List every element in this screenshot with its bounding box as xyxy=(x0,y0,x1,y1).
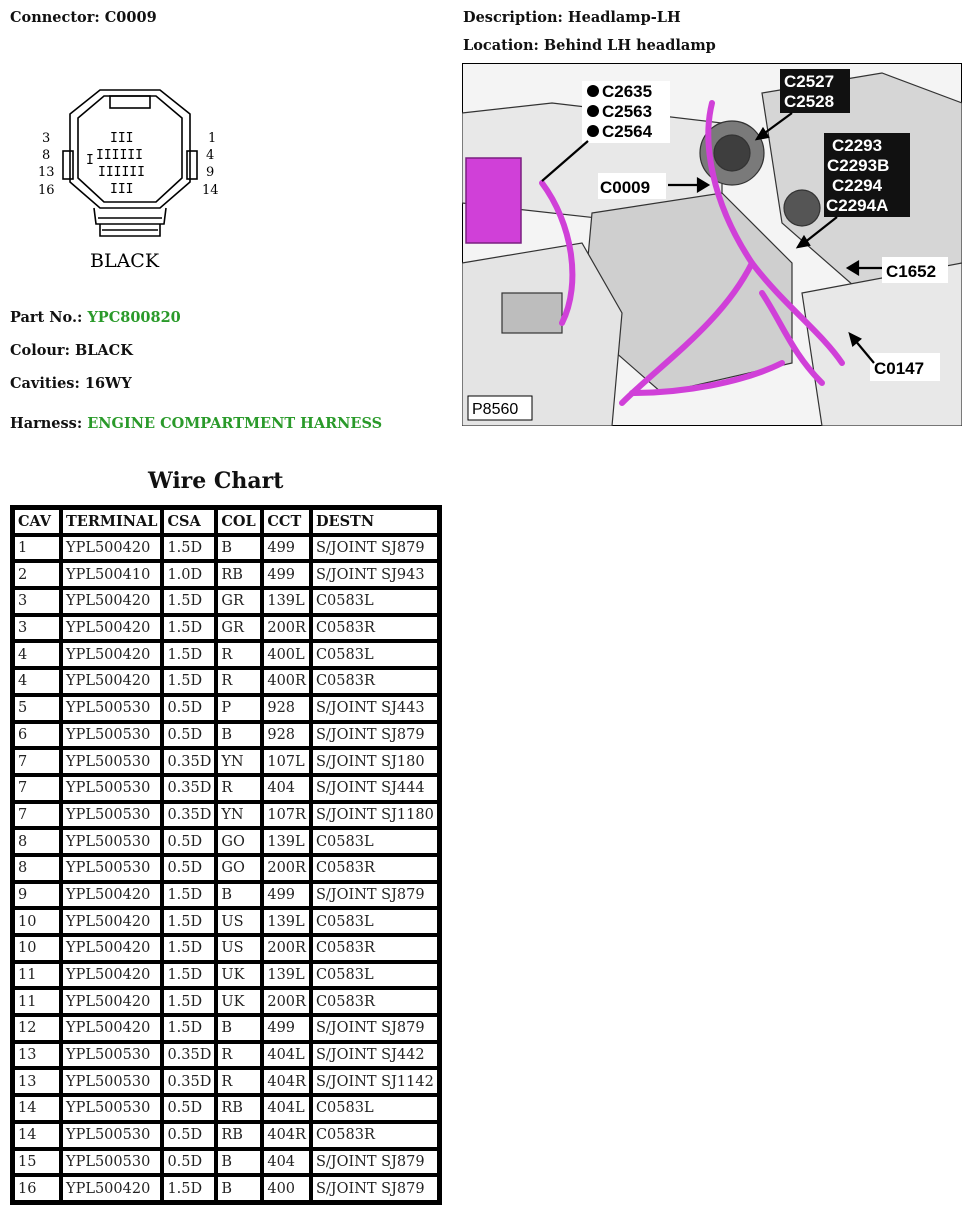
callout-c2294a: C2294A xyxy=(826,196,889,215)
table-row xyxy=(13,1175,439,1202)
location: Location: Behind LH headlamp xyxy=(463,37,716,54)
table-cell: US xyxy=(216,908,262,935)
table-cell: C0583R xyxy=(311,855,439,882)
header-cct: CCT xyxy=(262,508,311,535)
harness-box xyxy=(466,158,521,243)
table-cell: 404 xyxy=(262,1149,311,1176)
table-cell: RB xyxy=(216,1095,262,1122)
table-cell: 0.5D xyxy=(162,855,216,882)
table-cell: 139L xyxy=(262,962,311,989)
table-cell: YPL500420 xyxy=(61,962,162,989)
table-row xyxy=(13,828,439,855)
table-cell: YPL500530 xyxy=(61,828,162,855)
table-cell: S/JOINT SJ879 xyxy=(311,1015,439,1042)
table-cell: 11 xyxy=(13,962,61,989)
callout-c2635: C2635 xyxy=(602,82,653,101)
table-cell: 0.5D xyxy=(162,695,216,722)
table-cell: 4 xyxy=(13,641,61,668)
table-cell: 499 xyxy=(262,561,311,588)
table-cell: 0.35D xyxy=(162,1042,216,1069)
pin-number-right: 1 xyxy=(208,131,217,146)
table-cell: R xyxy=(216,1068,262,1095)
table-cell: YPL500410 xyxy=(61,561,162,588)
wire-chart-title: Wire Chart xyxy=(148,468,284,494)
cavities: Cavities: 16WY xyxy=(10,375,132,392)
table-cell: B xyxy=(216,1175,262,1202)
table-cell: S/JOINT SJ442 xyxy=(311,1042,439,1069)
table-row xyxy=(13,855,439,882)
table-row xyxy=(13,908,439,935)
table-cell: YPL500530 xyxy=(61,855,162,882)
diagram-reference: P8560 xyxy=(472,401,519,418)
table-cell: 1 xyxy=(13,535,61,562)
table-cell: C0583L xyxy=(311,1095,439,1122)
pin-number-left: 13 xyxy=(38,165,55,180)
table-cell: YPL500530 xyxy=(61,695,162,722)
table-cell: 1.5D xyxy=(162,588,216,615)
pin-number-right: 14 xyxy=(202,183,219,198)
harness-value: ENGINE COMPARTMENT HARNESS xyxy=(87,415,383,432)
table-cell: C0583R xyxy=(311,615,439,642)
svg-text:III: III xyxy=(110,182,134,197)
table-cell: 15 xyxy=(13,1149,61,1176)
table-cell: 404L xyxy=(262,1042,311,1069)
svg-text:I: I xyxy=(86,153,94,168)
table-cell: 1.0D xyxy=(162,561,216,588)
table-cell: 1.5D xyxy=(162,1175,216,1202)
part-number-value: YPC800820 xyxy=(87,309,181,326)
table-cell: R xyxy=(216,1042,262,1069)
table-cell: 0.35D xyxy=(162,775,216,802)
table-cell: YPL500420 xyxy=(61,1015,162,1042)
table-cell: 7 xyxy=(13,802,61,829)
table-cell: YN xyxy=(216,802,262,829)
table-cell: B xyxy=(216,1149,262,1176)
table-cell: 8 xyxy=(13,855,61,882)
pin-number-right: 4 xyxy=(206,148,215,163)
callout-c2527: C2527 xyxy=(784,72,835,91)
table-cell: C0583R xyxy=(311,935,439,962)
table-row xyxy=(13,1015,439,1042)
table-cell: R xyxy=(216,775,262,802)
table-cell: 8 xyxy=(13,828,61,855)
table-cell: 10 xyxy=(13,935,61,962)
table-cell: C0583L xyxy=(311,908,439,935)
table-cell: YPL500420 xyxy=(61,668,162,695)
table-cell: 4 xyxy=(13,668,61,695)
table-cell: YPL500420 xyxy=(61,535,162,562)
harness: Harness: ENGINE COMPARTMENT HARNESS xyxy=(10,415,383,432)
table-cell: YPL500420 xyxy=(61,615,162,642)
table-cell: 1.5D xyxy=(162,1015,216,1042)
table-cell: YPL500530 xyxy=(61,1149,162,1176)
table-row xyxy=(13,748,439,775)
table-cell: 11 xyxy=(13,988,61,1015)
table-row xyxy=(13,802,439,829)
table-cell: C0583R xyxy=(311,988,439,1015)
description: Description: Headlamp-LH xyxy=(463,9,681,26)
table-cell: S/JOINT SJ879 xyxy=(311,722,439,749)
table-cell: 404R xyxy=(262,1122,311,1149)
table-row xyxy=(13,1068,439,1095)
table-cell: 16 xyxy=(13,1175,61,1202)
table-cell: S/JOINT SJ879 xyxy=(311,1175,439,1202)
table-cell: UK xyxy=(216,962,262,989)
wire-chart-header-row xyxy=(13,508,439,535)
pin-number-right: 9 xyxy=(206,165,215,180)
table-row xyxy=(13,962,439,989)
table-cell: S/JOINT SJ879 xyxy=(311,535,439,562)
table-row xyxy=(13,588,439,615)
table-cell: 13 xyxy=(13,1042,61,1069)
table-cell: C0583R xyxy=(311,1122,439,1149)
table-cell: YPL500420 xyxy=(61,882,162,909)
location-diagram xyxy=(462,63,962,426)
table-cell: YPL500530 xyxy=(61,1042,162,1069)
table-cell: 1.5D xyxy=(162,908,216,935)
table-cell: S/JOINT SJ1142 xyxy=(311,1068,439,1095)
table-cell: R xyxy=(216,668,262,695)
table-cell: 13 xyxy=(13,1068,61,1095)
table-cell: YPL500420 xyxy=(61,641,162,668)
table-cell: C0583R xyxy=(311,668,439,695)
header-col: COL xyxy=(216,508,262,535)
table-cell: 14 xyxy=(13,1095,61,1122)
table-cell: YN xyxy=(216,748,262,775)
pin-number-left: 8 xyxy=(42,148,51,163)
table-cell: 6 xyxy=(13,722,61,749)
callout-c2528: C2528 xyxy=(784,92,835,111)
table-cell: 1.5D xyxy=(162,641,216,668)
table-cell: S/JOINT SJ180 xyxy=(311,748,439,775)
table-cell: 7 xyxy=(13,748,61,775)
table-cell: YPL500530 xyxy=(61,1122,162,1149)
table-row xyxy=(13,1042,439,1069)
table-cell: 1.5D xyxy=(162,668,216,695)
table-cell: YPL500530 xyxy=(61,1095,162,1122)
table-cell: 3 xyxy=(13,588,61,615)
table-cell: 0.5D xyxy=(162,1095,216,1122)
table-cell: 14 xyxy=(13,1122,61,1149)
table-cell: 0.5D xyxy=(162,1122,216,1149)
table-cell: 499 xyxy=(262,1015,311,1042)
table-cell: 200R xyxy=(262,988,311,1015)
table-row xyxy=(13,1122,439,1149)
table-cell: 139L xyxy=(262,828,311,855)
svg-text:IIIIII: IIIIII xyxy=(96,148,143,163)
svg-text:III: III xyxy=(110,131,134,146)
table-cell: 404L xyxy=(262,1095,311,1122)
connector-label: Connector: C0009 xyxy=(10,9,157,26)
header-destn: DESTN xyxy=(311,508,439,535)
table-cell: 139L xyxy=(262,908,311,935)
table-cell: 5 xyxy=(13,695,61,722)
table-cell: 200R xyxy=(262,855,311,882)
table-cell: YPL500420 xyxy=(61,988,162,1015)
table-cell: 0.35D xyxy=(162,748,216,775)
table-cell: 7 xyxy=(13,775,61,802)
table-cell: 400L xyxy=(262,641,311,668)
table-row xyxy=(13,695,439,722)
header-cav: CAV xyxy=(13,508,61,535)
pin-number-left: 3 xyxy=(42,131,51,146)
header-csa: CSA xyxy=(162,508,216,535)
table-row xyxy=(13,722,439,749)
table-cell: YPL500530 xyxy=(61,722,162,749)
table-cell: YPL500530 xyxy=(61,1068,162,1095)
table-cell: 1.5D xyxy=(162,882,216,909)
connector-colour-caption: BLACK xyxy=(90,250,160,272)
table-cell: UK xyxy=(216,988,262,1015)
table-cell: 107R xyxy=(262,802,311,829)
table-cell: RB xyxy=(216,561,262,588)
part-number: Part No.: YPC800820 xyxy=(10,309,181,326)
colour: Colour: BLACK xyxy=(10,342,133,359)
table-cell: 1.5D xyxy=(162,935,216,962)
table-cell: 1.5D xyxy=(162,535,216,562)
table-cell: RB xyxy=(216,1122,262,1149)
table-cell: 200R xyxy=(262,935,311,962)
callout-c2294: C2294 xyxy=(832,176,883,195)
table-cell: US xyxy=(216,935,262,962)
callout-c2293: C2293 xyxy=(832,136,883,155)
table-cell: 404 xyxy=(262,775,311,802)
table-cell: 0.35D xyxy=(162,1068,216,1095)
table-row xyxy=(13,615,439,642)
table-cell: YPL500530 xyxy=(61,748,162,775)
table-cell: B xyxy=(216,882,262,909)
callout-c2293b: C2293B xyxy=(827,156,890,175)
table-cell: 1.5D xyxy=(162,988,216,1015)
table-cell: 9 xyxy=(13,882,61,909)
table-cell: GO xyxy=(216,855,262,882)
table-cell: 499 xyxy=(262,882,311,909)
table-cell: S/JOINT SJ943 xyxy=(311,561,439,588)
table-cell: S/JOINT SJ443 xyxy=(311,695,439,722)
callout-c2563: C2563 xyxy=(602,102,653,121)
table-cell: YPL500420 xyxy=(61,588,162,615)
table-cell: 0.5D xyxy=(162,722,216,749)
table-cell: 3 xyxy=(13,615,61,642)
table-cell: 0.35D xyxy=(162,802,216,829)
table-cell: 1.5D xyxy=(162,615,216,642)
table-row xyxy=(13,641,439,668)
table-cell: 928 xyxy=(262,695,311,722)
table-cell: GO xyxy=(216,828,262,855)
table-cell: B xyxy=(216,722,262,749)
table-cell: 400R xyxy=(262,668,311,695)
table-row xyxy=(13,882,439,909)
table-cell: YPL500420 xyxy=(61,1175,162,1202)
table-cell: GR xyxy=(216,588,262,615)
table-cell: 107L xyxy=(262,748,311,775)
connector-face-drawing xyxy=(30,84,240,274)
table-row xyxy=(13,935,439,962)
table-cell: B xyxy=(216,535,262,562)
table-cell: C0583L xyxy=(311,588,439,615)
pin-number-left: 16 xyxy=(38,183,55,198)
table-cell: YPL500530 xyxy=(61,802,162,829)
callout-c0147: C0147 xyxy=(874,359,925,378)
table-cell: P xyxy=(216,695,262,722)
table-cell: C0583L xyxy=(311,962,439,989)
table-cell: 928 xyxy=(262,722,311,749)
table-cell: GR xyxy=(216,615,262,642)
callout-c0009: C0009 xyxy=(600,178,651,197)
table-row xyxy=(13,561,439,588)
table-cell: R xyxy=(216,641,262,668)
table-cell: S/JOINT SJ879 xyxy=(311,882,439,909)
table-cell: 0.5D xyxy=(162,828,216,855)
table-row xyxy=(13,988,439,1015)
svg-text:IIIIII: IIIIII xyxy=(98,165,145,180)
callout-c2564: C2564 xyxy=(602,122,653,141)
table-cell: 404R xyxy=(262,1068,311,1095)
callout-c1652: C1652 xyxy=(886,262,937,281)
table-cell: S/JOINT SJ444 xyxy=(311,775,439,802)
table-cell: YPL500530 xyxy=(61,775,162,802)
table-cell: YPL500420 xyxy=(61,935,162,962)
wire-chart-table xyxy=(10,505,442,1205)
table-cell: 0.5D xyxy=(162,1149,216,1176)
table-cell: 2 xyxy=(13,561,61,588)
table-row xyxy=(13,1095,439,1122)
table-cell: 200R xyxy=(262,615,311,642)
table-cell: S/JOINT SJ879 xyxy=(311,1149,439,1176)
table-cell: 499 xyxy=(262,535,311,562)
table-cell: 400 xyxy=(262,1175,311,1202)
table-row xyxy=(13,668,439,695)
table-cell: S/JOINT SJ1180 xyxy=(311,802,439,829)
table-cell: B xyxy=(216,1015,262,1042)
table-cell: 10 xyxy=(13,908,61,935)
table-row xyxy=(13,535,439,562)
table-cell: 1.5D xyxy=(162,962,216,989)
table-cell: C0583L xyxy=(311,641,439,668)
table-cell: 12 xyxy=(13,1015,61,1042)
header-terminal: TERMINAL xyxy=(61,508,162,535)
table-cell: YPL500420 xyxy=(61,908,162,935)
table-cell: C0583L xyxy=(311,828,439,855)
table-cell: 139L xyxy=(262,588,311,615)
table-row xyxy=(13,1149,439,1176)
table-row xyxy=(13,775,439,802)
